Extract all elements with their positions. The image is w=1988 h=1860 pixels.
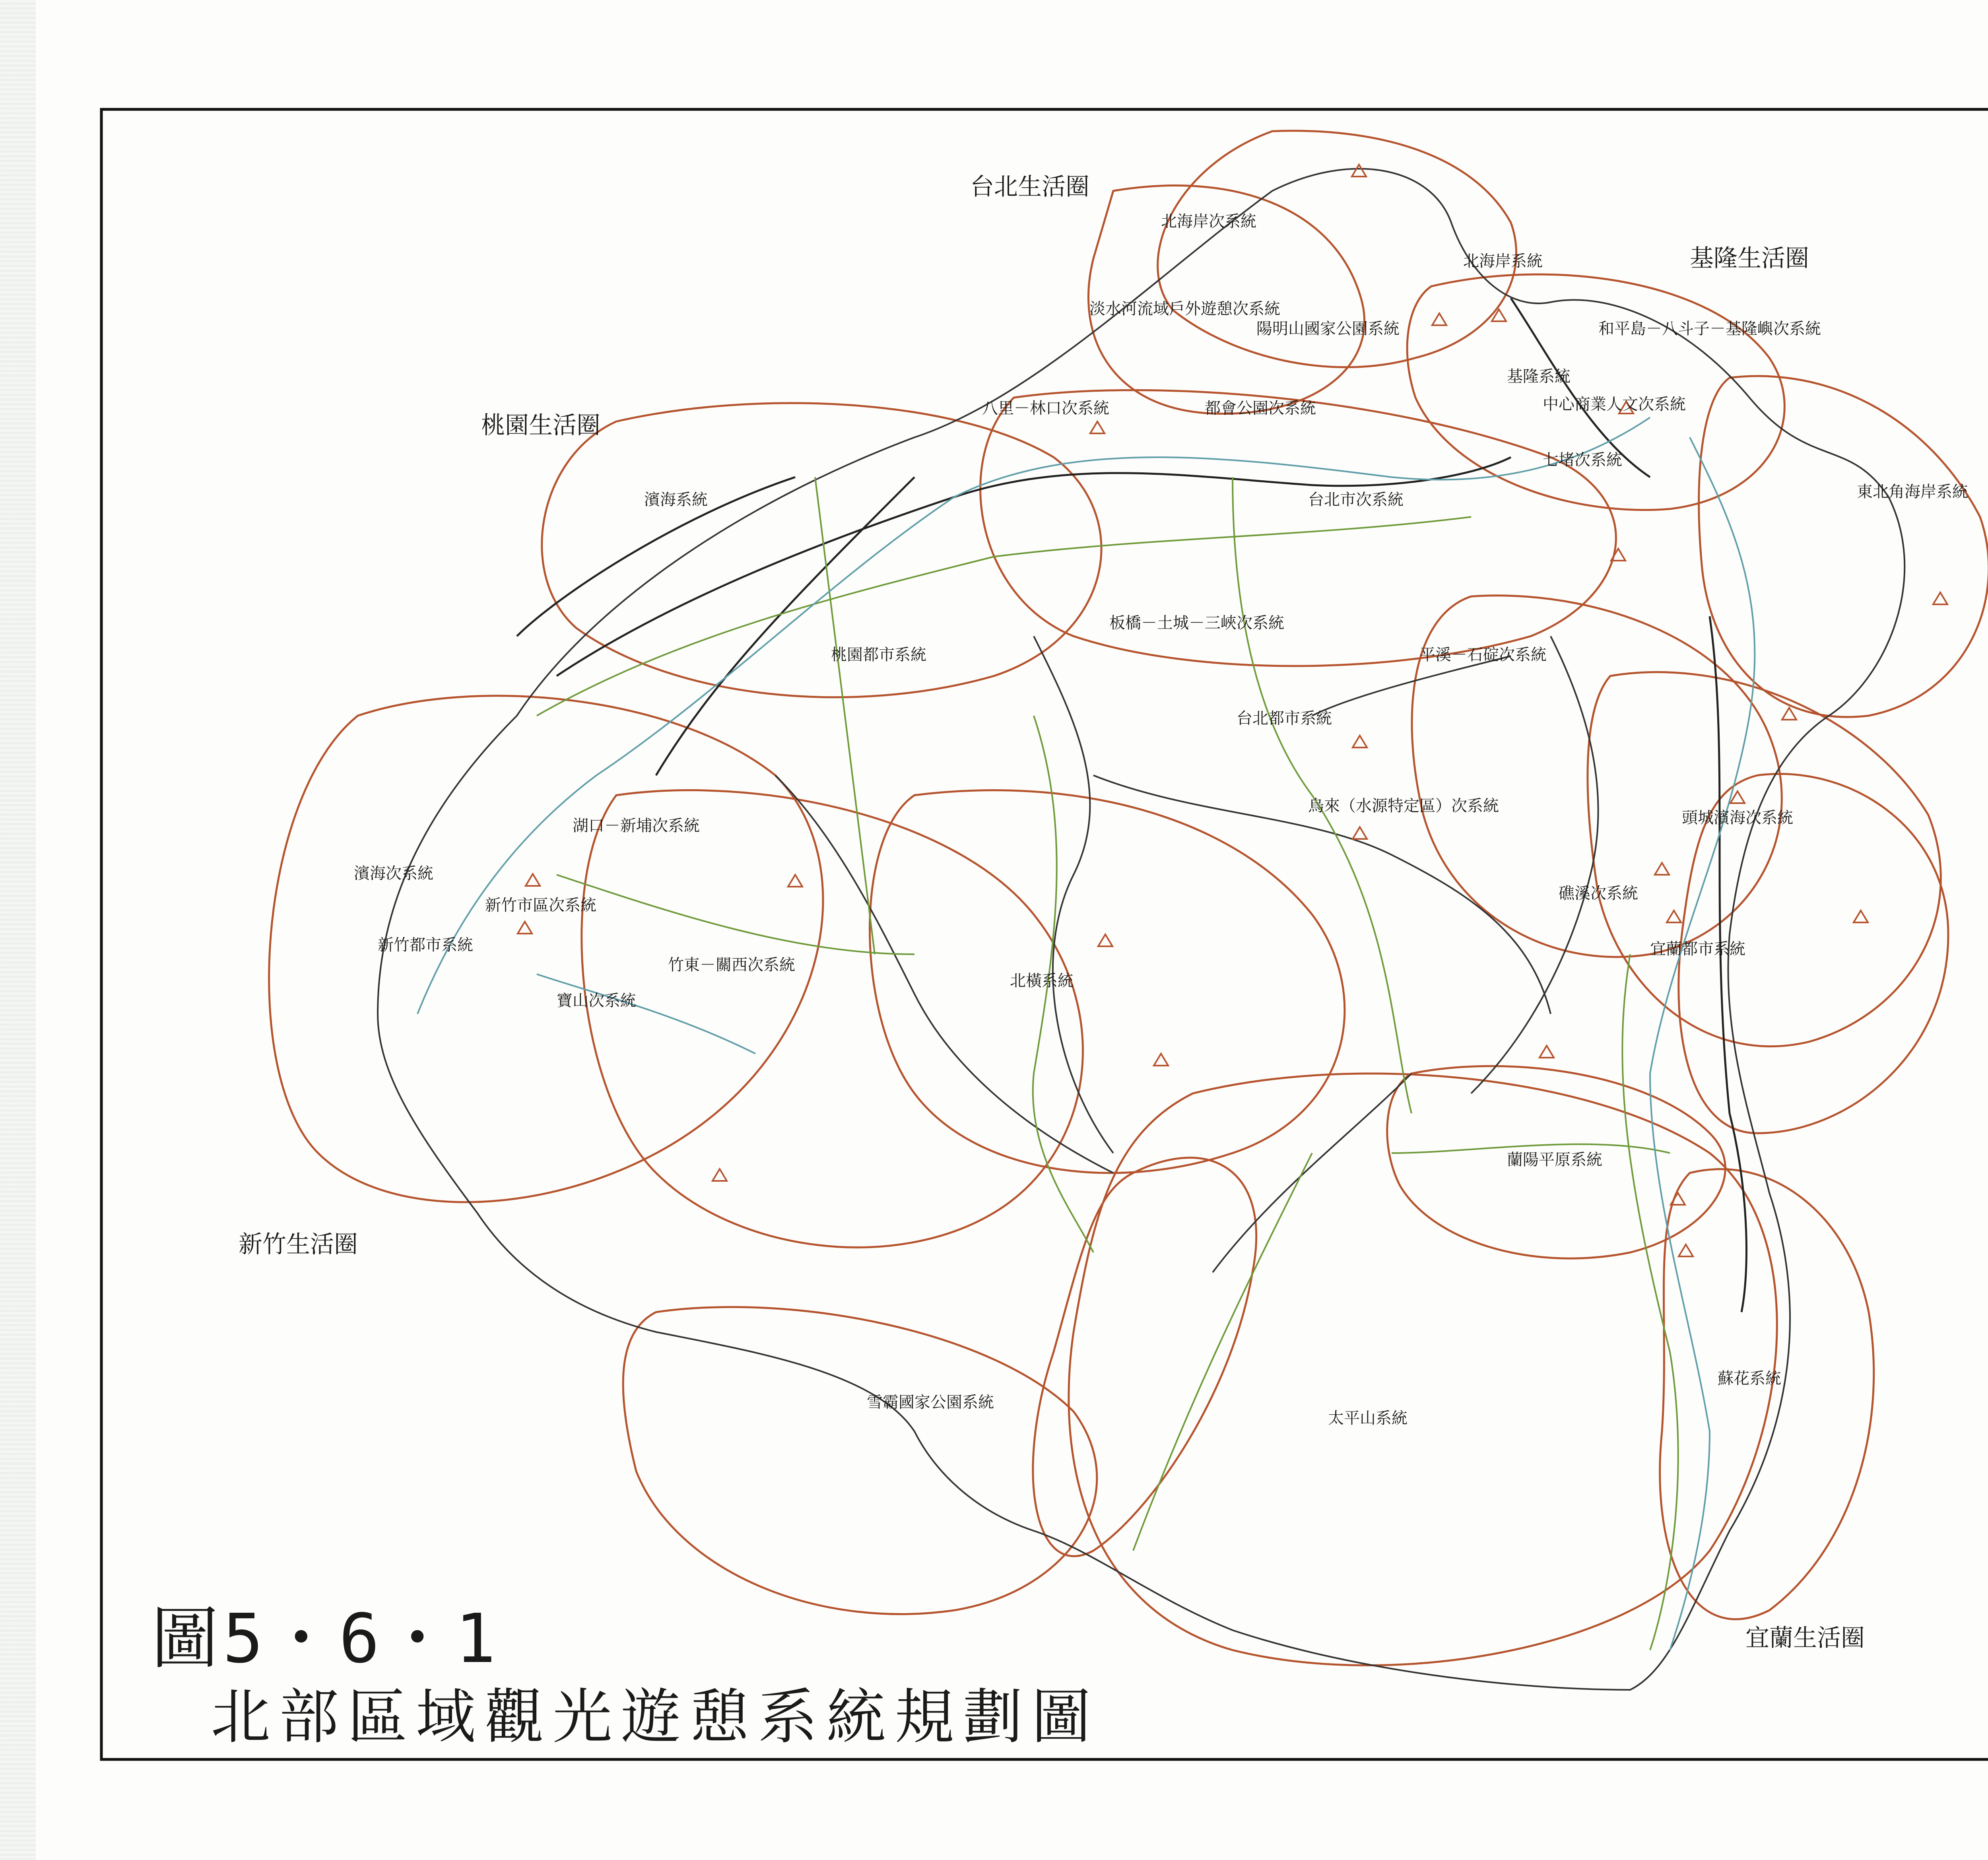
system-label: 新竹都市系統 [378, 936, 473, 954]
label-hsinchu-circle: 新竹生活圈 [239, 1231, 358, 1258]
label-taoyuan-circle: 桃園生活圈 [481, 412, 600, 439]
system-label: 東北角海岸系統 [1857, 483, 1968, 501]
railways [417, 417, 1755, 1650]
outer-frame [101, 109, 1988, 1759]
system-label: 雪霸國家公園系統 [867, 1393, 994, 1412]
system-label: 蘇花系統 [1718, 1369, 1781, 1388]
system-label: 七堵次系統 [1543, 451, 1622, 469]
system-label: 基隆系統 [1507, 367, 1571, 386]
system-label: 寶山次系統 [557, 992, 636, 1010]
system-label: 桃園都市系統 [831, 646, 926, 664]
system-label: 台北市次系統 [1308, 491, 1404, 509]
system-label: 淡水河流域戶外遊憩次系統 [1089, 300, 1280, 318]
figure-title [151, 1600, 1100, 1752]
system-label: 礁溪次系統 [1559, 884, 1638, 903]
system-label: 北海岸次系統 [1161, 212, 1256, 231]
figure-title-text: 北部區域觀光遊憩系統規劃圖 [211, 1683, 1100, 1752]
label-yilan-circle: 宜蘭生活圈 [1745, 1624, 1865, 1652]
system-label: 和平島－八斗子－基隆嶼次系統 [1598, 320, 1821, 338]
system-label: 都會公園次系統 [1205, 399, 1316, 417]
label-taipei-circle: 台北生活圈 [970, 173, 1089, 201]
system-labels [354, 212, 1968, 1427]
system-label: 濱海系統 [644, 491, 708, 509]
living-circle-labels [239, 173, 1865, 1652]
system-label: 新竹市區次系統 [485, 896, 596, 914]
system-label: 宜蘭都市系統 [1650, 940, 1745, 958]
system-label: 濱海次系統 [354, 864, 433, 883]
system-label: 北海岸系統 [1463, 252, 1543, 270]
system-label: 八里－林口次系統 [982, 399, 1109, 417]
system-label: 頭城濱海次系統 [1682, 809, 1793, 827]
system-label: 中心商業人文次系統 [1543, 395, 1686, 414]
system-label: 台北都市系統 [1237, 709, 1332, 728]
system-label: 平溪－石碇次系統 [1419, 646, 1547, 664]
system-label: 太平山系統 [1328, 1409, 1408, 1427]
system-label: 湖口－新埔次系統 [573, 817, 700, 835]
figure-number: 圖5・6・1 [151, 1600, 500, 1678]
system-label: 陽明山國家公園系統 [1256, 320, 1400, 338]
system-label: 北橫系統 [1010, 972, 1074, 990]
system-label: 板橋－土城－三峽次系統 [1109, 614, 1284, 632]
label-keelung-circle: 基隆生活圈 [1690, 245, 1809, 272]
system-label: 蘭陽平原系統 [1507, 1151, 1602, 1169]
system-label: 竹東－關西次系統 [668, 956, 795, 974]
system-label: 烏來（水源特定區）次系統 [1308, 797, 1499, 815]
